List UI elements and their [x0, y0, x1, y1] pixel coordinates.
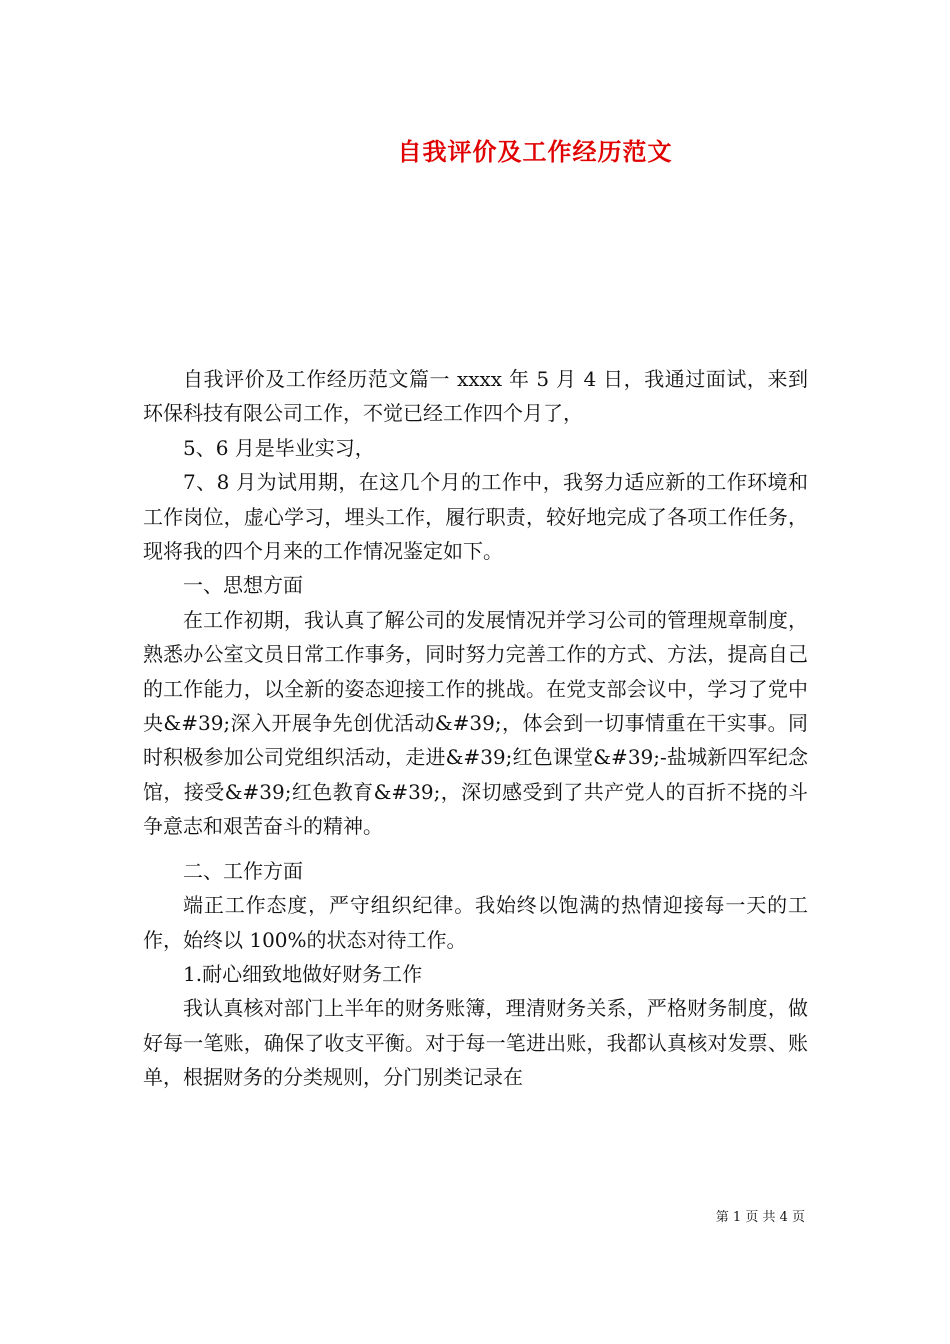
section-heading-thought: 一、思想方面 — [183, 573, 303, 598]
paragraph-internship: 5、6 月是毕业实习， — [183, 435, 375, 460]
document-title: 自我评价及工作经历范文 — [397, 137, 673, 166]
section-heading-work: 二、工作方面 — [183, 858, 303, 883]
paragraph-work-attitude: 端正工作态度，严守组织纪律。我始终以饱满的热情迎接每一天的工作，始终以 100%的状态对待工作。 — [143, 893, 808, 952]
page-number-footer: 第 1 页 共 4 页 — [715, 1210, 805, 1225]
paragraph-thought: 在工作初期，我认真了解公司的发展情况并学习公司的管理规章制度，熟悉办公室文员日常工作事务，同时努力完善工作的方式、方法，提高自己的工作能力，以全新的姿态迎接工作的挑战。在党支部会议中，学习了党中央&#39;深入开展争先创优活动&#39;，体会到一切事情重在干实事。同时积极参加公司党组织活动，走进&#39;红色课堂&#39;-盐城新四军纪念馆，接受&#39;红色教育&#39;，深切感受到了共产党人的百折不挠的斗争意志和艰苦奋斗的精神。 — [143, 607, 808, 839]
paragraph-intro: 自我评价及工作经历范文篇一 xxxx 年 5 月 4 日，我通过面试，来到环保科技有限公司工作，不觉已经工作四个月了， — [143, 367, 808, 426]
document-body — [143, 362, 808, 1095]
paragraph-finance: 我认真核对部门上半年的财务账簿，理清财务关系，严格财务制度，做好每一笔账，确保了收支平衡。对于每一笔进出账，我都认真核对发票、账单，根据财务的分类规则，分门别类记录在 — [143, 996, 808, 1090]
paragraph-probation: 7、8 月为试用期，在这几个月的工作中，我努力适应新的工作环境和工作岗位，虚心学习，埋头工作，履行职责，较好地完成了各项工作任务，现将我的四个月来的工作情况鉴定如下。 — [143, 470, 808, 564]
subsection-heading-finance: 1.耐心细致地做好财务工作 — [183, 961, 423, 986]
